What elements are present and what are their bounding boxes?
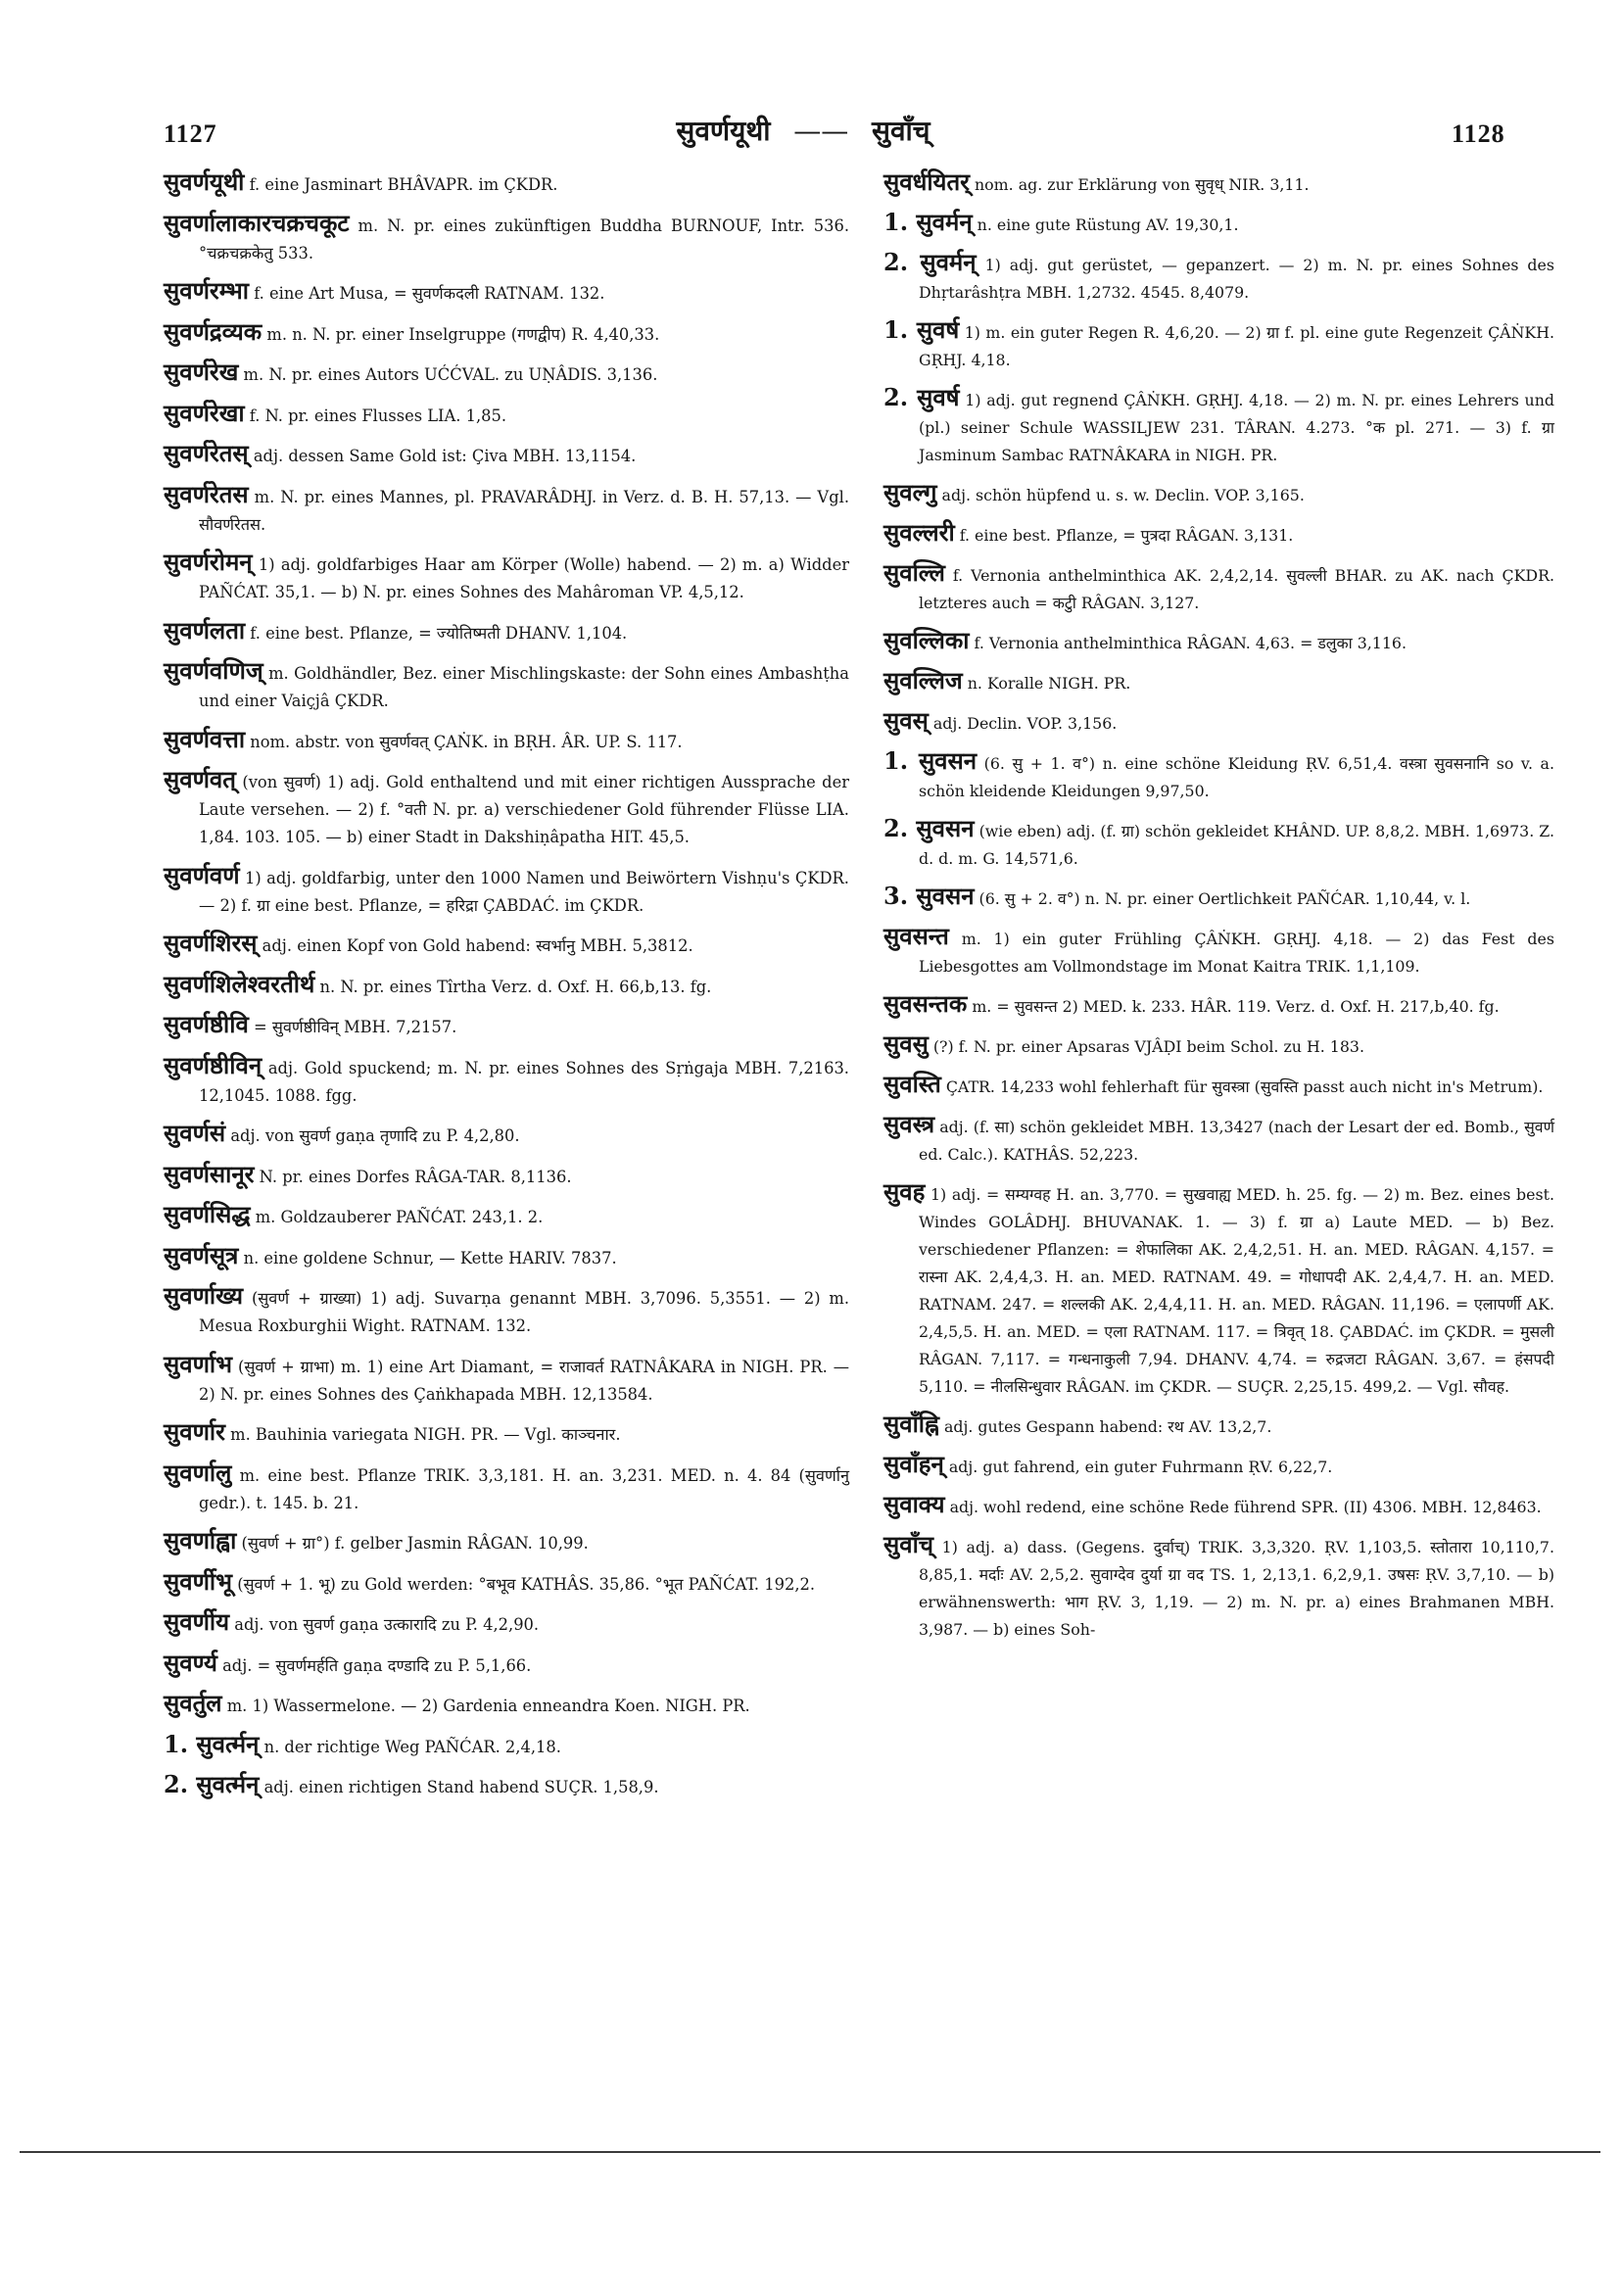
entry-definition: 1) adj. goldfarbig, unter den 1000 Namen und Beiwörtern Vishṇu's ÇKDR. — 2) f. ग्रा eine best. Pflanze, = हरिद्रा ÇABDAĆ. im ÇKDR. bbox=[199, 868, 849, 915]
entry-headword: सुवर्णीय bbox=[164, 1607, 230, 1636]
dictionary-entry bbox=[164, 1120, 849, 1150]
entry-headword: सुवर्धयितर् bbox=[883, 167, 970, 196]
entry-headword: सुवस्त्र bbox=[883, 1110, 935, 1138]
entry-headword: सुवर्णरेखा bbox=[164, 398, 245, 427]
entry-headword: सुवस् bbox=[883, 706, 929, 735]
dictionary-entry bbox=[883, 923, 1554, 981]
dictionary-entry bbox=[164, 1282, 849, 1340]
entry-definition: N. pr. eines Dorfes RÂGA-TAR. 8,1136. bbox=[254, 1167, 572, 1186]
dictionary-entry bbox=[883, 519, 1554, 550]
entry-headword: सुवर्णालाकारचक्रचकूट bbox=[164, 208, 350, 237]
entry-definition: m. N. pr. eines Autors UĆĆVAL. zu UṆÂDIS. 3,136. bbox=[238, 365, 658, 384]
entry-headword: सुवर्णयूथी bbox=[164, 167, 245, 196]
entry-definition: (सुवर्ण + ग्राभा) m. 1) eine Art Diamant, = राजावर्त RATNÂKARA in NIGH. PR. — 2) N. pr. eines Sohnes des Çaṅkhapada MBH. 12,13584. bbox=[199, 1357, 849, 1404]
dictionary-entry bbox=[883, 627, 1554, 657]
dictionary-entry bbox=[164, 862, 849, 920]
entry-headword: 2. सुवर्त्मन् bbox=[164, 1770, 260, 1798]
entry-definition: m. 1) ein guter Frühling ÇÂṄKH. GṚHJ. 4,18. — 2) das Fest des Liebesgottes am Vollmondstage im Monat Kaitra TRIK. 1,1,109. bbox=[919, 930, 1554, 976]
footer-rule bbox=[20, 2151, 1600, 2153]
entry-definition: (6. सु + 1. व°) n. eine schöne Kleidung ṚV. 6,51,4. वस्त्रा सुवसनानि so v. a. schön kleidende Kleidungen 9,97,50. bbox=[919, 754, 1554, 800]
entry-definition: adj. einen richtigen Stand habend SUÇR. 1,58,9. bbox=[259, 1778, 659, 1796]
dictionary-entry bbox=[883, 667, 1554, 697]
entry-headword: सुवर्णष्ठीविन् bbox=[164, 1050, 262, 1079]
entry-definition: m. Goldzauberer PAÑĆAT. 243,1. 2. bbox=[250, 1208, 544, 1226]
dictionary-entry bbox=[164, 971, 849, 1001]
running-head-dash: —— bbox=[793, 115, 849, 147]
dictionary-entry bbox=[164, 726, 849, 756]
entry-headword: सुवसु bbox=[883, 1029, 929, 1058]
entry-definition: 1) adj. a) dass. (Gegens. दुर्वाच्) TRIK. 3,3,320. ṚV. 1,103,5. स्तोतारा 10,110,7. 8,85,1. मर्दाः AV. 2,5,2. सुवाग्देव दुर्या ग्रा वद TS. 1, 2,13,1. 6,2,9,1. उषसः ṚV. 3,7,10. — b) erwähnenswerth: भाग ṚV. 3, 1,19. — 2) m. N. pr. a) eines Brahmanen MBH. 3,987. — b) eines Soh- bbox=[919, 1538, 1554, 1639]
entry-definition: n. eine gute Rüstung AV. 19,30,1. bbox=[972, 215, 1239, 234]
entry-headword: सुवल्लिका bbox=[883, 626, 970, 654]
dictionary-entry bbox=[883, 1111, 1554, 1169]
entry-definition: adj. dessen Same Gold ist: Çiva MBH. 13,1154. bbox=[248, 447, 637, 465]
entry-definition: adj. gutes Gespann habend: रथ AV. 13,2,7. bbox=[938, 1417, 1272, 1436]
entry-definition: f. eine Art Musa, = सुवर्णकदली RATNAM. 132. bbox=[249, 284, 605, 303]
entry-headword: सुवर्णवणिज् bbox=[164, 656, 263, 685]
dictionary-entry bbox=[164, 1568, 849, 1599]
dictionary-entry bbox=[164, 210, 849, 267]
entry-definition: adj. wohl redend, eine schöne Rede führend SPR. (II) 4306. MBH. 12,8463. bbox=[944, 1498, 1542, 1516]
dictionary-entry bbox=[164, 1650, 849, 1680]
entry-headword: सुवसन्तक bbox=[883, 989, 968, 1018]
dictionary-entry bbox=[164, 766, 849, 851]
entry-definition: nom. ag. zur Erklärung von सुवृध् NIR. 3,11. bbox=[969, 175, 1310, 194]
dictionary-entry bbox=[164, 168, 849, 199]
entry-headword: सुवाक्य bbox=[883, 1490, 945, 1518]
entry-definition: adj. Declin. VOP. 3,156. bbox=[928, 714, 1118, 733]
entry-headword: सुवर्णवर्ण bbox=[164, 860, 240, 889]
entry-headword: सुवाँह्नि bbox=[883, 1410, 939, 1438]
dictionary-entry bbox=[164, 1608, 849, 1639]
entry-definition: 1) adj. goldfarbiges Haar am Körper (Wolle) habend. — 2) m. a) Widder PAÑĆAT. 35,1. — b) N. pr. eines Sohnes des Mahâroman VP. 4,5,12. bbox=[199, 555, 849, 601]
entry-headword: सुवर्णवत्ता bbox=[164, 724, 246, 753]
entry-definition: f. Vernonia anthelminthica RÂGAN. 4,63. = डलुका 3,116. bbox=[969, 634, 1407, 652]
dictionary-entry bbox=[883, 168, 1554, 199]
entry-definition: adj. schön hüpfend u. s. w. Declin. VOP. 3,165. bbox=[936, 486, 1305, 504]
dictionary-entry bbox=[164, 1351, 849, 1409]
entry-headword: सुवर्णसं bbox=[164, 1119, 226, 1147]
entry-headword: सुवर्तुल bbox=[164, 1689, 222, 1717]
entry-definition: m. 1) Wassermelone. — 2) Gardenia enneandra Koen. NIGH. PR. bbox=[221, 1697, 750, 1715]
running-head-left-word: सुवर्णयूथी bbox=[676, 115, 771, 147]
entry-headword: 2. सुवर्मन् bbox=[883, 248, 977, 276]
dictionary-entry bbox=[164, 1771, 849, 1801]
dictionary-entry bbox=[883, 316, 1554, 374]
dictionary-entry bbox=[883, 1178, 1554, 1401]
entry-headword: सुवर्णवत् bbox=[164, 765, 236, 793]
entry-headword: सुवर्णाह्वा bbox=[164, 1526, 237, 1555]
entry-headword: 1. सुवर्ष bbox=[883, 315, 960, 344]
entry-headword: 1. सुवर्मन् bbox=[883, 208, 973, 236]
dictionary-entry bbox=[164, 359, 849, 389]
entry-definition: nom. abstr. von सुवर्णवत् ÇAṄK. in BṚH. ÂR. UP. S. 117. bbox=[245, 732, 683, 751]
dictionary-entry bbox=[883, 747, 1554, 805]
dictionary-entry bbox=[883, 1451, 1554, 1481]
dictionary-entry bbox=[164, 481, 849, 539]
entry-headword: 2. सुवसन bbox=[883, 814, 975, 842]
entry-headword: सुवर्णद्रव्यक bbox=[164, 316, 262, 346]
entry-definition: 1) adj. = सम्यग्वह H. an. 3,770. = सुखवाह्य MED. h. 25. fg. — 2) m. Bez. eines best. Windes GOLÂDHJ. BHUVANAK. 1. — 3) f. ग्रा a) Laute MED. — b) Bez. verschiedener Pflanzen: = शेफालिका AK. 2,4,2,51. H. an. MED. RÂGAN. 4,157. = रास्ना AK. 2,4,4,3. H. an. MED. RATNAM. 49. = गोधापदी AK. 2,4,4,7. H. an. MED. RATNAM. 247. = शल्लकी AK. 2,4,4,11. H. an. MED. RÂGAN. 11,196. = एलापर्णी AK. 2,4,5,5. H. an. MED. = एला RATNAM. 117. = त्रिवृत् 18. ÇABDAĆ. im ÇKDR. = मुसली RÂGAN. 7,117. = गन्धनाकुली 7,94. DHANV. 4,74. = रुद्रजटा RÂGAN. 3,67. = हंसपदी 5,110. = नीलसिन्धुवार RÂGAN. im ÇKDR. — SUÇR. 2,25,15. 499,2. — Vgl. सौवह. bbox=[919, 1185, 1554, 1396]
entry-definition: (von सुवर्ण) 1) adj. Gold enthaltend und mit einer richtigen Aussprache der Laute versehen. — 2) f. °वती N. pr. a) verschiedener Gold führender Flüsse LIA. 1,84. 103. 105. — b) einer Stadt in Dakshiṇâpatha HIT. 45,5. bbox=[199, 773, 849, 846]
entry-headword: सुवर्णरेतस bbox=[164, 479, 249, 508]
entry-headword: सुवर्णालु bbox=[164, 1458, 232, 1487]
entry-headword: सुवल्गु bbox=[883, 478, 937, 506]
entry-headword: 2. सुवर्ष bbox=[883, 383, 960, 411]
entry-definition: m. eine best. Pflanze TRIK. 3,3,181. H. an. 3,231. MED. n. 4. 84 (सुवर्णानु gedr.). t. 145. b. 21. bbox=[199, 1465, 849, 1512]
entry-definition: adj. von सुवर्ण gaṇa उत्कारादि zu P. 4,2,90. bbox=[229, 1615, 540, 1634]
entry-definition: (6. सु + 2. व°) n. N. pr. einer Oertlichkeit PAÑĆAR. 1,10,44, v. l. bbox=[974, 889, 1471, 908]
dictionary-entry bbox=[883, 707, 1554, 738]
dictionary-entry bbox=[164, 1527, 849, 1557]
entry-headword: सुवाँहन् bbox=[883, 1450, 944, 1478]
right-column bbox=[883, 168, 1554, 1653]
entry-definition: adj. (f. सा) schön gekleidet MBH. 13,3427 (nach der Lesart der ed. Bomb., सुवर्ण ed. Calc.). KATHÂS. 52,223. bbox=[919, 1118, 1554, 1164]
dictionary-entry bbox=[164, 549, 849, 606]
entry-definition: adj. einen Kopf von Gold habend: स्वर्भानु MBH. 5,3812. bbox=[257, 936, 693, 955]
dictionary-entry bbox=[883, 815, 1554, 873]
running-head bbox=[549, 112, 1058, 149]
entry-definition: adj. = सुवर्णमर्हति gaṇa दण्डादि zu P. 5,1,66. bbox=[216, 1655, 532, 1675]
entry-definition: n. N. pr. eines Tîrtha Verz. d. Oxf. H. 66,b,13. fg. bbox=[314, 977, 712, 996]
entry-headword: सुवर्णीभू bbox=[164, 1566, 233, 1596]
entry-definition: n. der richtige Weg PAÑĆAR. 2,4,18. bbox=[259, 1737, 561, 1756]
dictionary-entry bbox=[883, 1411, 1554, 1441]
entry-definition: (सुवर्ण + 1. भू) zu Gold werden: °बभूव KATHÂS. 35,86. °भूत PAÑĆAT. 192,2. bbox=[232, 1574, 816, 1594]
entry-definition: n. eine goldene Schnur, — Kette HARIV. 7837. bbox=[238, 1248, 617, 1268]
entry-definition: (?) f. N. pr. einer Apsaras VJÂḌI beim Schol. zu H. 183. bbox=[928, 1037, 1364, 1056]
entry-headword: सुवसन्त bbox=[883, 922, 949, 950]
entry-headword: सुवर्णष्ठीवि bbox=[164, 1010, 249, 1038]
entry-definition: m. Goldhändler, Bez. einer Mischlingskaste: der Sohn eines Ambashṭha und einer Vaiçjâ ÇKDR. bbox=[199, 664, 849, 710]
entry-headword: सुवर्णार bbox=[164, 1417, 225, 1446]
entry-definition: n. Koralle NIGH. PR. bbox=[962, 674, 1131, 693]
dictionary-entry bbox=[883, 559, 1554, 617]
entry-definition: f. N. pr. eines Flusses LIA. 1,85. bbox=[244, 406, 507, 425]
entry-headword: 3. सुवसन bbox=[883, 882, 975, 910]
dictionary-entry bbox=[883, 249, 1554, 307]
dictionary-entry bbox=[164, 1690, 849, 1720]
entry-definition: (सुवर्ण + ग्राख्या) 1) adj. Suvarṇa genannt MBH. 3,7096. 5,3551. — 2) m. Mesua Roxburghii Wight. RATNAM. 132. bbox=[199, 1289, 849, 1335]
dictionary-entry bbox=[164, 617, 849, 647]
entry-headword: सुवल्लिज bbox=[883, 666, 963, 694]
entry-definition: adj. gut fahrend, ein guter Fuhrmann ṚV. 6,22,7. bbox=[943, 1458, 1333, 1476]
entry-definition: f. eine best. Pflanze, = ज्योतिष्मती DHANV. 1,104. bbox=[245, 623, 628, 643]
dictionary-entry bbox=[164, 400, 849, 430]
entry-headword: सुवर्णशिलेश्वरतीर्थ bbox=[164, 969, 315, 998]
dictionary-entry bbox=[164, 1201, 849, 1231]
entry-definition: m. Bauhinia variegata NIGH. PR. — Vgl. काञ्चनार. bbox=[224, 1425, 621, 1444]
dictionary-entry bbox=[164, 277, 849, 308]
dictionary-entry bbox=[164, 1418, 849, 1449]
entry-headword: सुवर्ण्य bbox=[164, 1648, 217, 1677]
dictionary-entry bbox=[164, 657, 849, 715]
entry-headword: सुवल्लि bbox=[883, 558, 945, 587]
entry-headword: सुवर्णशिरस् bbox=[164, 929, 258, 957]
dictionary-entry bbox=[164, 1161, 849, 1191]
entry-headword: सुवर्णलता bbox=[164, 615, 246, 645]
dictionary-entry bbox=[883, 384, 1554, 469]
entry-definition: m. n. N. pr. einer Inselgruppe (गणद्वीप) R. 4,40,33. bbox=[262, 324, 660, 344]
dictionary-entry bbox=[164, 1459, 849, 1517]
entry-headword: सुवल्लरी bbox=[883, 518, 955, 547]
dictionary-entry bbox=[883, 883, 1554, 913]
entry-definition: adj. Gold spuckend; m. N. pr. eines Sohnes des Sṛṅgaja MBH. 7,2163. 12,1045. 1088. fgg. bbox=[199, 1058, 849, 1105]
entry-headword: सुवाँच् bbox=[883, 1530, 934, 1558]
entry-definition: f. eine best. Pflanze, = पुत्रदा RÂGAN. 3,131. bbox=[954, 526, 1294, 545]
entry-definition: f. Vernonia anthelminthica AK. 2,4,2,14. सुवल्ली BHAR. zu AK. nach ÇKDR. letzteres auch = कटुी RÂGAN. 3,127. bbox=[919, 566, 1554, 612]
entry-definition: m. N. pr. eines Mannes, pl. PRAVARÂDHJ. in Verz. d. B. H. 57,13. — Vgl. सौवर्णरेतस. bbox=[199, 487, 849, 534]
entry-definition: m. N. pr. eines zukünftigen Buddha BURNOUF, Intr. 536. °चक्रचक्रकेतु 533. bbox=[199, 215, 849, 263]
entry-headword: सुवर्णरोमन् bbox=[164, 548, 253, 576]
entry-definition: adj. von सुवर्ण gaṇa तृणादि zu P. 4,2,80. bbox=[225, 1126, 520, 1145]
entry-headword: सुवर्णसूत्र bbox=[164, 1240, 239, 1269]
entry-headword: सुवर्णाभ bbox=[164, 1349, 233, 1378]
entry-headword: सुवस्ति bbox=[883, 1070, 941, 1098]
entry-headword: 1. सुवर्त्मन् bbox=[164, 1729, 260, 1758]
entry-definition: f. eine Jasminart BHÂVAPR. im ÇKDR. bbox=[244, 175, 558, 194]
dictionary-entry bbox=[883, 209, 1554, 239]
running-head-right-word: सुवाँच् bbox=[872, 115, 930, 147]
dictionary-entry bbox=[883, 990, 1554, 1021]
entry-headword: सुवर्णरम्भा bbox=[164, 276, 250, 305]
dictionary-entry bbox=[883, 1030, 1554, 1061]
entry-definition: 1) adj. gut regnend ÇÂṄKH. GṚHJ. 4,18. — 2) m. N. pr. eines Lehrers und (pl.) seiner Schule WASSILJEW 231. TÂRAN. 4.273. °क pl. 271. — 3) f. ग्रा Jasminum Sambac RATNÂKARA in NIGH. PR. bbox=[919, 391, 1554, 464]
entry-headword: सुवर्णसिद्ध bbox=[164, 1200, 251, 1228]
entry-headword: सुवर्णसानूर bbox=[164, 1159, 255, 1188]
dictionary-entry bbox=[164, 1052, 849, 1110]
dictionary-entry bbox=[164, 1731, 849, 1761]
dictionary-entry bbox=[164, 930, 849, 960]
entry-headword: सुवर्णरेतस् bbox=[164, 439, 249, 467]
dictionary-entry bbox=[883, 479, 1554, 509]
entry-definition: (सुवर्ण + ग्रा°) f. gelber Jasmin RÂGAN. 10,99. bbox=[236, 1534, 589, 1553]
entry-definition: 1) adj. gut gerüstet, — gepanzert. — 2) m. N. pr. eines Sohnes des Dhṛtarâshṭra MBH. 1,2732. 4545. 8,4079. bbox=[919, 256, 1554, 302]
dictionary-entry bbox=[164, 318, 849, 349]
entry-headword: सुवह bbox=[883, 1177, 926, 1206]
entry-headword: सुवर्णाख्य bbox=[164, 1281, 244, 1310]
entry-definition: = सुवर्णष्ठीविन् MBH. 7,2157. bbox=[248, 1018, 457, 1036]
left-column bbox=[164, 168, 849, 1812]
entry-headword: सुवर्णरेख bbox=[164, 358, 239, 386]
dictionary-entry bbox=[883, 1071, 1554, 1101]
entry-definition: ÇATR. 14,233 wohl fehlerhaft für सुवस्त्रा (सुवस्ति passt auch nicht in's Metrum). bbox=[940, 1077, 1544, 1096]
dictionary-entry bbox=[164, 440, 849, 470]
page-number-left: 1127 bbox=[164, 120, 217, 148]
entry-definition: 1) m. ein guter Regen R. 4,6,20. — 2) ग्रा f. pl. eine gute Regenzeit ÇÂṄKH. GṚHJ. 4,18. bbox=[919, 323, 1554, 369]
entry-headword: 1. सुवसन bbox=[883, 746, 978, 775]
page-header bbox=[0, 106, 1622, 155]
dictionary-entry bbox=[883, 1531, 1554, 1644]
entry-definition: m. = सुवसन्त 2) MED. k. 233. HÂR. 119. Verz. d. Oxf. H. 217,b,40. fg. bbox=[967, 997, 1500, 1016]
page-number-right: 1128 bbox=[1452, 120, 1505, 148]
dictionary-entry bbox=[164, 1011, 849, 1041]
entry-definition: (wie eben) adj. (f. ग्रा) schön gekleidet KHÂND. UP. 8,8,2. MBH. 1,6973. Z. d. d. m. G. 14,571,6. bbox=[919, 822, 1554, 868]
dictionary-entry bbox=[883, 1491, 1554, 1521]
dictionary-entry bbox=[164, 1242, 849, 1272]
